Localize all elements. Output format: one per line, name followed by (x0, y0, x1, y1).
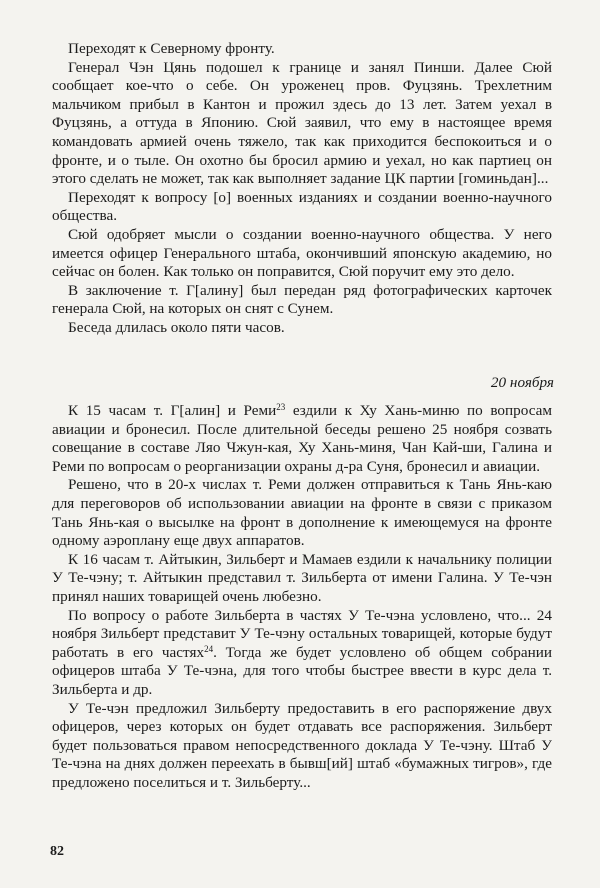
footnote-ref: 24 (204, 643, 214, 654)
footnote-ref: 23 (276, 402, 286, 412)
page-number: 82 (50, 844, 64, 859)
paragraph: К 16 часам т. Айтыкин, Зильберт и Мамаев ездили к начальнику полиции У Те-чэну; т. Айтыкин представил т. Зильберта от имени Галина. У Те-чэн принял наших товарищей очень любезно. (52, 550, 552, 605)
paragraph: Беседа длилась около пяти часов. (68, 318, 285, 336)
paragraph: Переходят к вопросу [о] военных изданиях и создании военно-научного общества. (52, 188, 552, 225)
text-section-top (52, 40, 552, 338)
paragraph-text: По вопросу о работе Зильберта в частях У Те-чэна условлено, что... 24 ноября Зильберт представит У Те-чэну остальных товарищей, которые будут работать в его частях (52, 606, 552, 661)
paragraph-text: ездили к Ху Хань-миню по вопросам авиации и бронесил. После длительной беседы решено 25 ноября созвать совещание в составе Ляо Чжун-кая, Ху Хань-миня, Чан Кай-ши, Галина и Реми по вопросам о реорганизации охраны д-ра Суня, бронесил и авиации. (52, 402, 552, 475)
paragraph: В заключение т. Г[алину] был передан ряд фотографических карточек генерала Сюй, на которых он снят с Сунем. (52, 281, 552, 318)
text-section-nov20 (52, 402, 552, 792)
paragraph (52, 402, 552, 476)
paragraph (52, 607, 552, 700)
date-heading: 20 ноября (490, 374, 554, 391)
paragraph: Решено, что в 20-х числах т. Реми должен отправиться к Тань Янь-каю для переговоров об использовании авиации на фронте в связи с приказом Тань Янь-кая о высылке на фронт в дополнение к имеющемуся на фронте одному аэроплану еще двух аппаратов. (52, 476, 552, 550)
paragraph: У Те-чэн предложил Зильберту предоставить в его распоряжение двух офицеров, через которых он будет отдавать все распоряжения. Зильберт будет пользоваться правом непосредственного доклада У Те-чэну. Штаб У Те-чэна на днях должен переехать в бывш[ий] штаб «бумажных тигров», где предложено поселиться и т. Зильберту... (52, 699, 552, 791)
paragraph: Генерал Чэн Цянь подошел к границе и занял Пинши. Далее Сюй сообщает кое-что о себе. Он уроженец пров. Фуцзянь. Трехлетним мальчиком прибыл в Кантон и прожил здесь до 13 лет. Затем уехал в Фуцзянь, а оттуда в Японию. Сюй заявил, что ему в настоящее время командовать армией очень тяжело, так как приходится беспокоиться и о фронте, и о тыле. Он охотно бы бросил армию и уехал, но как партиец он этого сделать не может, так как выполняет задание ЦК партии [гоминьдан]... (52, 58, 552, 188)
paragraph: Переходят к Северному фронту. (68, 40, 275, 57)
paragraph: Сюй одобряет мысли о создании военно-научного общества. У него имеется офицер Генерального штаба, окончивший японскую академию, но сейчас он болен. Как только он поправится, Сюй поручит ему это дело. (52, 225, 552, 281)
paragraph-text: . Тогда же будет условлено об общем собрании офицеров штаба У Те-чэна, для того чтобы быстрее ввести в курс дела т. Зильберта и др. (52, 643, 552, 698)
paragraph-text: К 15 часам т. Г[алин] и Реми (68, 402, 277, 419)
